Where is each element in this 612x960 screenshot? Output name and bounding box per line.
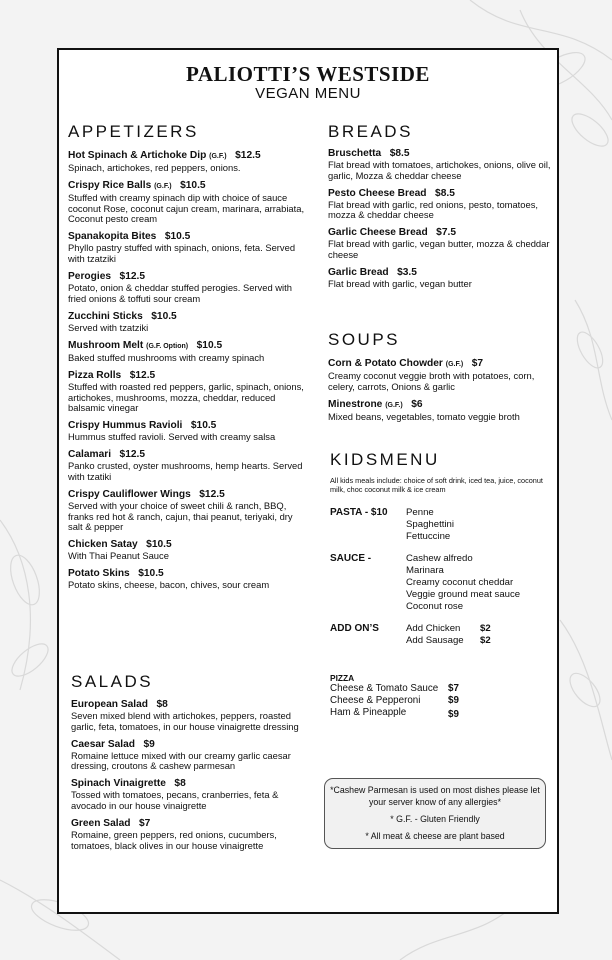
menu-item-name: Minestrone — [328, 398, 383, 410]
menu-item-name: Calamari — [68, 449, 112, 461]
salads-heading: SALADS — [71, 672, 154, 691]
dietary-tag: (G.F.) — [445, 361, 464, 368]
sauce-option: Coconut rose — [406, 600, 464, 612]
menu-item-name: Bruschetta — [328, 148, 382, 159]
menu-item-price: $12.5 — [235, 150, 261, 161]
menu-item-description: Flat bread with garlic, vegan butter, mozza & cheddar cheese — [328, 238, 550, 260]
menu-item-name: Crispy Hummus Ravioli — [68, 420, 183, 432]
menu-item-name: Perogies — [68, 271, 112, 283]
kids-pasta-row — [330, 507, 558, 543]
menu-item — [68, 231, 306, 264]
menu-item — [68, 420, 306, 443]
menu-item-title — [328, 188, 556, 200]
menu-item-name: Garlic Bread — [328, 267, 389, 279]
menu-item-name: Crispy Cauliflower Wings — [68, 489, 191, 500]
menu-item — [328, 227, 556, 260]
sauce-option: Cashew alfredo — [406, 552, 473, 564]
sauce-option: Marinara — [406, 564, 444, 576]
menu-item-price: $10.5 — [190, 420, 217, 432]
menu-item-price: $10.5 — [196, 339, 223, 351]
menu-item-description: Potato skins, cheese, bacon, chives, sour cream — [68, 579, 270, 591]
menu-item — [68, 539, 306, 562]
pizza-name: Cheese & Pepperoni — [330, 694, 421, 706]
menu-item-description: Baked stuffed mushrooms with creamy spinach — [68, 351, 265, 363]
kids-pasta-label: PASTA - $10 — [330, 506, 388, 518]
menu-item-description: Creamy coconut veggie broth with potatoes, corn, celery, carrots, Onions & garlic — [328, 370, 535, 392]
allergy-notes-box — [324, 778, 546, 849]
menu-item-name: Corn & Potato Chowder — [328, 358, 443, 369]
appetizers-section — [68, 122, 306, 597]
salads-list — [71, 699, 309, 851]
menu-item-price: $7 — [138, 818, 151, 830]
menu-item — [71, 699, 309, 732]
soups-list — [328, 358, 556, 422]
kids-addons-label: ADD ON’S — [330, 622, 379, 634]
menu-item-name: Pesto Cheese Bread — [328, 187, 427, 199]
pizza-price: $7 — [448, 682, 459, 694]
menu-item — [68, 271, 306, 304]
menu-item-price: $8 — [174, 778, 186, 790]
menu-item-title — [68, 340, 306, 353]
menu-item-description: Tossed with tomatoes, pecans, cranberries, feta & avocado in our house vinaigrette — [71, 789, 279, 811]
plant-based-note: * All meat & cheese are plant based — [365, 831, 505, 841]
menu-item-price: $10.5 — [146, 539, 172, 551]
kids-addons-options — [406, 623, 491, 647]
menu-item — [68, 150, 306, 174]
addon-name: Add Chicken — [406, 622, 461, 634]
menu-item-price: $10.5 — [151, 310, 177, 322]
menu-item-price: $7 — [471, 358, 484, 369]
allergy-note: *Cashew Parmesan is used on most dishes please let your server know of any allergies* — [330, 785, 540, 807]
menu-item-price: $8.5 — [435, 187, 455, 199]
menu-item — [71, 778, 309, 811]
soups-heading: SOUPS — [328, 330, 401, 349]
menu-item — [71, 818, 309, 851]
menu-subtitle: VEGAN MENU — [255, 85, 361, 102]
menu-item-price: $7.5 — [436, 227, 456, 239]
menu-item — [68, 311, 306, 334]
restaurant-title: PALIOTTI’S WESTSIDE — [186, 62, 430, 86]
kids-menu-note: All kids meals include: choice of soft drink, iced tea, juice, coconut milk, choc coconut milk & ice cream — [330, 476, 543, 495]
menu-item-name: European Salad — [71, 699, 148, 710]
menu-item-price: $12.5 — [119, 271, 146, 283]
menu-item-price: $8 — [156, 699, 168, 710]
menu-item — [68, 489, 306, 533]
menu-item-name: Spanakopita Bites — [68, 231, 157, 243]
breads-heading: BREADS — [328, 122, 413, 141]
pizza-item — [330, 707, 558, 721]
menu-item-name: Zucchini Sticks — [68, 310, 143, 322]
menu-item-description: Potato, onion & cheddar stuffed perogies. Served with fried onions & toffuti sour cream — [68, 282, 292, 304]
menu-item-name: Crispy Rice Balls — [68, 180, 152, 192]
breads-list — [328, 148, 556, 290]
menu-item-price: $3.5 — [397, 267, 417, 279]
menu-item-name: Hot Spinach & Artichoke Dip — [68, 150, 207, 161]
addon-item — [406, 623, 491, 635]
addon-price: $2 — [480, 634, 491, 646]
pasta-option: Penne — [406, 506, 434, 518]
menu-item-price: $10.5 — [138, 568, 164, 580]
menu-item-description: Served with tzatziki — [68, 321, 149, 333]
pizza-price: $9 — [448, 694, 459, 706]
menu-item — [328, 399, 556, 423]
menu-item-description: Mixed beans, vegetables, tomato veggie broth — [328, 410, 520, 422]
menu-item-name: Pizza Rolls — [68, 369, 122, 381]
gluten-friendly-note: * G.F. - Gluten Friendly — [390, 814, 480, 824]
menu-item-description: Flat bread with garlic, red onions, pesto, tomatoes, mozza & cheddar cheese — [328, 198, 539, 221]
soups-section — [328, 330, 556, 429]
kids-sauce-row — [330, 553, 558, 613]
menu-item-description: Flat bread with garlic, vegan butter — [328, 278, 472, 290]
menu-item-description: With Thai Peanut Sauce — [68, 550, 169, 562]
menu-item-title — [68, 311, 306, 323]
menu-item-name: Potato Skins — [68, 568, 130, 580]
dietary-tag: (G.F.) — [154, 183, 172, 191]
menu-item — [68, 449, 306, 482]
menu-item-description: Seven mixed blend with artichokes, peppers, roasted garlic, feta, tomatoes, in our house vinaigrette dressing — [71, 710, 299, 732]
menu-item — [68, 180, 306, 225]
menu-item-description: Romaine, green peppers, red onions, cucumbers, tomatoes, black olives in our house vinaigrette — [71, 829, 277, 851]
dietary-tag: (G.F.) — [385, 401, 403, 409]
addon-item — [406, 635, 491, 647]
kids-sauce-options — [406, 553, 520, 613]
menu-item-description: Served with your choice of sweet chili & ranch, BBQ, franks red hot & ranch, cajun, thai peanut, teriyaki, dry salt & pepper — [68, 500, 293, 533]
pizza-price: $9 — [448, 708, 459, 720]
menu-item-name: Green Salad — [71, 818, 131, 830]
kids-pizza-label: PIZZA — [330, 672, 355, 683]
menu-item-title — [71, 739, 309, 751]
dietary-tag: (G.F.) — [209, 153, 227, 160]
menu-item-name: Spinach Vinaigrette — [71, 778, 166, 790]
menu-item-description: Stuffed with roasted red peppers, garlic, spinach, onions, artichokes, mushrooms, mozza, cheddar, reduced balsamic vinegar — [68, 380, 304, 414]
menu-item-name: Garlic Cheese Bread — [328, 227, 428, 239]
pasta-option: Spaghettini — [406, 518, 455, 530]
menu-item — [68, 568, 306, 591]
pizza-item — [330, 683, 558, 695]
menu-item — [328, 358, 556, 392]
menu-item — [328, 148, 556, 181]
menu-item-price: $10.5 — [164, 231, 191, 243]
pizza-item — [330, 695, 558, 707]
sauce-option: Veggie ground meat sauce — [406, 588, 521, 600]
menu-item-description: Romaine lettuce mixed with our creamy garlic caesar dressing, croutons & cashew parmesan — [71, 749, 291, 772]
menu-card — [57, 48, 559, 914]
salads-section — [71, 672, 309, 858]
addon-name: Add Sausage — [406, 634, 464, 646]
menu-item-price: $12.5 — [119, 449, 146, 461]
menu-item-price: $12.5 — [199, 489, 225, 500]
kids-pasta-options — [406, 507, 454, 543]
menu-item-description: Flat bread with tomatoes, artichokes, onions, olive oil, garlic, Mozza & cheddar cheese — [328, 159, 551, 181]
appetizers-list — [68, 150, 306, 591]
menu-item — [328, 267, 556, 290]
sauce-option: Creamy coconut cheddar — [406, 576, 514, 588]
menu-item — [68, 340, 306, 364]
pasta-option: Fettuccine — [406, 530, 451, 542]
addon-price: $2 — [480, 622, 491, 634]
appetizers-heading: APPETIZERS — [68, 122, 199, 141]
kids-sauce-label: SAUCE - — [330, 552, 372, 564]
kids-menu-heading: KIDSMENU — [330, 450, 440, 469]
menu-item-description: Panko crusted, oyster mushrooms, hemp hearts. Served with tzatiki — [68, 460, 303, 482]
pizza-name: Ham & Pineapple — [330, 706, 407, 718]
menu-item-description: Phyllo pastry stuffed with spinach, onions, feta. Served with tzatziki — [68, 242, 296, 264]
menu-item — [71, 739, 309, 772]
menu-item-price: $9 — [143, 738, 155, 750]
menu-item-description: Hummus stuffed ravioli. Served with creamy salsa — [68, 431, 276, 443]
menu-item-description: Stuffed with creamy spinach dip with choice of sauce coconut Rose, coconut cajun cream, marinara, arrabiata, Coconut pesto cream — [68, 192, 305, 225]
menu-item-price: $6 — [411, 398, 423, 410]
menu-item — [328, 188, 556, 221]
kids-menu-section — [330, 450, 558, 721]
menu-item — [68, 370, 306, 414]
dietary-tag: (G.F. Option) — [146, 342, 189, 350]
menu-item-name: Chicken Satay — [68, 539, 138, 551]
breads-section — [328, 122, 556, 296]
menu-item-price: $8.5 — [389, 148, 410, 159]
pizza-name: Cheese & Tomato Sauce — [330, 682, 439, 694]
menu-item-price: $10.5 — [180, 180, 206, 192]
menu-item-description: Spinach, artichokes, red peppers, onions. — [68, 162, 241, 173]
menu-item-name: Caesar Salad — [71, 738, 135, 750]
menu-item-price: $12.5 — [129, 369, 156, 381]
kids-addons-row — [330, 623, 558, 647]
menu-item-title — [328, 399, 556, 412]
menu-item-name: Mushroom Melt — [68, 339, 144, 351]
